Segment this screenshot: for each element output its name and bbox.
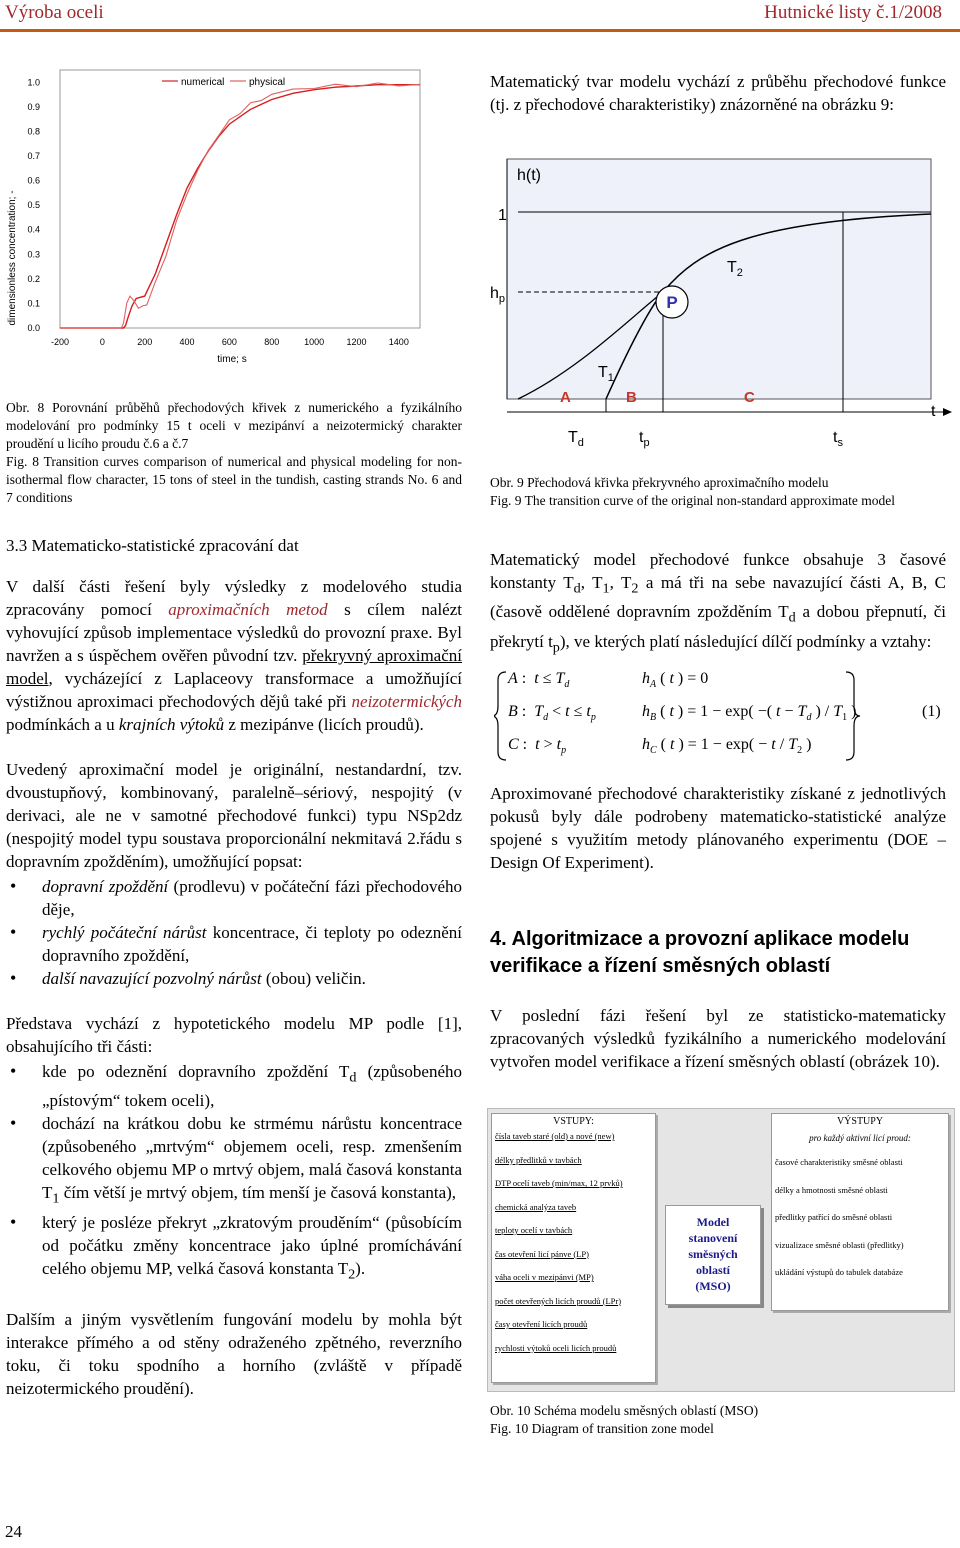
paragraph-model-description: Uvedený aproximační model je originální, nestandardní, tzv. dvoustupňový, kombinovaný, paralelně–sériový, nespojitý (v derivaci, ale ne v samotné přechodové funkci) typu NSp2dz (nespojitý model typu soustava proporcionální nekmitavá 2.řádu s dopravním zpožděním), umožňující popsat: — [6, 760, 462, 871]
label-T2-main: T — [727, 259, 737, 276]
equation-row-C-rhs: $h_C$ ( t ) = $1 - \exp( - t / T_2$ ) — [642, 736, 812, 757]
label-tp-sub: p — [643, 437, 650, 449]
model-line: směsných — [688, 1247, 738, 1261]
equation-row-B-rhs: $h_B$ ( t ) = 1 − exp( −( $t - T_d$ ) / $T_1$ ) — [642, 703, 857, 724]
inputs-list — [492, 1127, 655, 1362]
outputs-box — [771, 1113, 949, 1311]
equation-row-C: C : $t > t_p$ — [508, 736, 567, 757]
model-line: Model — [696, 1215, 730, 1229]
label-P: P — [666, 293, 678, 312]
label-t: t — [931, 403, 936, 420]
output-item: délky a hmotnosti směsné oblasti — [775, 1184, 888, 1195]
paragraph-interaction: Dalším a jiným vysvětlením fungování modelu by mohla být interakce přímého a od stěny odraženého zpětného, reverzního toku, či toku spodního a horního (zvláště v případě neizotermického proudění). — [6, 1310, 462, 1399]
y-tick-label: 0.4 — [27, 224, 40, 235]
list-item: • kde po odeznění dopravního zpoždění $T_d$ (způsobeného „pístovým“ tokem oceli), — [6, 1060, 462, 1112]
y-tick-label: 0.3 — [27, 249, 40, 260]
plot-frame — [60, 70, 420, 328]
page-header — [0, 0, 960, 30]
y-tick-label: 0.9 — [27, 101, 40, 112]
figure-9-caption — [490, 474, 946, 510]
output-item: časové charakteristiky směsné oblasti — [775, 1157, 903, 1167]
x-tick-label: 800 — [264, 337, 280, 347]
x-tick-label: 0 — [99, 337, 105, 347]
label-one: 1 — [498, 207, 507, 224]
y-tick-label: 0.1 — [27, 298, 40, 309]
section-title-4: 4. Algoritmizace a provozní aplikace modelu verifikace a řízení směsných oblastí — [490, 928, 910, 977]
figure-10-caption-en: Fig. 10 Diagram of transition zone model — [490, 1421, 714, 1436]
figure-8-caption-en: Fig. 8 Transition curves comparison of numerical and physical modeling for non-isothermal flow character, 15 tons of steel in the tundish, casting strands No. 6 and 7 conditions — [6, 454, 462, 505]
label-hp — [490, 285, 505, 305]
model-box — [665, 1205, 761, 1305]
label-ht: h(t) — [517, 167, 541, 184]
text-span: překryvný aproximační model — [6, 646, 463, 688]
time-axis-arrow — [943, 408, 952, 416]
text-span: s cílem nalézt vyhovující způsob implementace výsledků do provozní praxe. Byl navržen a s úspěchem ověřen původní tzv. — [6, 600, 462, 665]
label-tp — [639, 429, 650, 449]
x-tick-label: 1400 — [388, 337, 409, 347]
figure-10-caption-cz: Obr. 10 Schéma modelu směsných oblastí (MSO) — [490, 1403, 759, 1418]
paragraph-model-constants-text: Matematický model přechodové funkce obsahuje 3 časové konstanty $T_d$, $T_1$, $T_2$ a má tři na sebe navazující části A, B, C (časově oddělené dopravním zpožděním $T_d$ a dobou přepnutí, či překrytí $t_p$), ve kterých platí následující dílčí podmínky a vztahy: — [490, 550, 947, 656]
x-axis-label: time; s — [217, 354, 247, 365]
label-Td-main: T — [568, 429, 578, 446]
input-item: časy otevření licích proudů — [495, 1319, 588, 1329]
label-T1-sub: 1 — [607, 372, 614, 384]
figure-8-caption-cz: Obr. 8 Porovnání průběhů přechodových křivek z numerického a fyzikálního modelování pro podmínky 15 t oceli v mezipánví a neizotermický charakter proudění u licího proudu č.6 a č.7 — [6, 400, 462, 451]
model-line: oblastí — [695, 1263, 730, 1277]
paragraph-approx-methods — [6, 575, 462, 736]
figure-10-diagram — [487, 1108, 955, 1392]
inputs-box — [491, 1113, 656, 1383]
label-region-A: A — [560, 389, 571, 406]
text-span: dopravní zpoždění — [42, 877, 169, 896]
text-span: , vycházející z Laplaceovy transformace a umožňující výstižnou aproximaci přechodových dějů také při — [6, 669, 462, 711]
y-tick-label: 0.7 — [27, 151, 40, 161]
legend-label-numerical: numerical — [181, 77, 225, 88]
paragraph-doe: Aproximované přechodové charakteristiky získané z jednotlivých pokusů byly dále podrobeny matematicko-statistické analýze spojené s využitím metody plánovaného experimentu (DOE – Design Of Experiment). — [490, 784, 946, 872]
figure-10-caption — [490, 1402, 946, 1438]
x-tick-label: 600 — [221, 337, 237, 347]
text-span: V další části řešení byly výsledky z modelového studia zpracovány pomocí — [6, 577, 462, 619]
x-tick-label: 1000 — [304, 337, 325, 347]
plot-background — [507, 159, 931, 399]
x-tick-label: 400 — [179, 337, 195, 347]
page-number: 24 — [5, 1522, 22, 1541]
output-item: předlitky patřící do směsné oblasti — [775, 1212, 893, 1222]
text-span: další navazující pozvolný nárůst — [42, 969, 262, 988]
paragraph-hypothesis: Představa vychází z hypotetického modelu MP podle [1], obsahujícího tři části: — [6, 1014, 462, 1056]
y-tick-label: 0.5 — [27, 200, 40, 211]
text-span: (obou) veličin. — [261, 969, 366, 988]
figure-9-diagram — [488, 150, 960, 460]
text-span: neizotermických — [351, 692, 462, 711]
bullet-list-1 — [6, 875, 462, 990]
input-item: čas otevření licí pánve (LP) — [495, 1248, 589, 1259]
input-item: počet otevřených licích proudů (LPr) — [495, 1295, 622, 1306]
paragraph-model-constants — [490, 548, 946, 659]
figure-8-chart — [0, 48, 470, 370]
list-item — [6, 967, 462, 990]
text-span: (prodlevu) v počáteční fázi přechodového děje, — [42, 877, 462, 919]
header-rule — [0, 29, 960, 32]
right-intro: Matematický tvar modelu vychází z průběhu přechodové funkce (tj. z přechodové charakteristiky) znázorněné na obrázku 9: — [490, 72, 946, 114]
label-T2-sub: 2 — [736, 267, 743, 279]
model-line: stanovení — [688, 1231, 738, 1245]
text-span: podmínkách a u — [6, 715, 119, 734]
label-T1-main: T — [598, 364, 608, 381]
paragraph-final: V poslední fázi řešení byl ze statisticko-matematicky zpracovaných výsledků fyzikálního a numerického modelování vytvořen model verifikace a řízení směsných oblastí (obrázek 10). — [490, 1006, 946, 1071]
equation-number: (1) — [922, 703, 941, 720]
header-right: Hutnické listy č.1/2008 — [764, 2, 942, 23]
model-line: (MSO) — [695, 1279, 731, 1293]
figure-9-caption-en: Fig. 9 The transition curve of the original non-standard approximate model — [490, 493, 896, 508]
label-ts — [833, 429, 843, 449]
input-item: délky předlitků v tavbách — [495, 1154, 582, 1165]
outputs-title: VÝSTUPY — [836, 1116, 884, 1127]
label-hp-main: h — [490, 285, 499, 302]
y-tick-label: 1.0 — [27, 77, 40, 88]
label-tp-main: t — [639, 429, 644, 446]
label-region-C: C — [744, 389, 755, 406]
equation-row-B: B : $T_d < t \le t_p$ — [508, 703, 596, 724]
figure-8-caption — [6, 399, 462, 507]
equation-row-A-rhs: $h_A$ ( t ) = 0 — [642, 670, 709, 691]
y-tick-label: 0.2 — [27, 273, 40, 284]
inputs-title: VSTUPY: — [553, 1116, 594, 1127]
text-span: krajních výtoků — [118, 715, 225, 734]
output-item: ukládání výstupů do tabulek databáze — [775, 1267, 903, 1277]
text-span: rychlý počáteční nárůst — [42, 923, 207, 942]
legend-label-physical: physical — [249, 77, 286, 88]
equation-1 — [494, 666, 954, 766]
left-column — [6, 534, 462, 1400]
label-Td-sub: d — [577, 437, 584, 449]
text-span: z mezipánve (licích proudů). — [224, 715, 424, 734]
header-left: Výroba oceli — [5, 2, 104, 23]
input-item: DTP ocelí taveb (min/max, 12 prvků) — [495, 1178, 623, 1188]
text-span: aproximačních metod — [168, 600, 328, 619]
y-axis-label: dimensionless concentration; - — [7, 190, 18, 326]
y-tick-label: 0.6 — [27, 175, 40, 186]
input-item: rychlosti výtoků oceli licích proudů — [495, 1342, 617, 1353]
y-tick-label: 0.8 — [27, 126, 40, 137]
x-tick-label: 1200 — [346, 337, 367, 347]
label-ts-main: t — [833, 429, 838, 446]
list-item: • dochází na krátkou dobu ke strmému nárůstu koncentrace (způsobeného „mrtvým“ objemem oceli, resp. zmenšením celkového objemu MP o mrtvý objem, malá časová konstanta $T_1$ čím větší je mrtvý objem, tím menší je časová konstanta), — [6, 1112, 462, 1210]
input-item: teploty ocelí v tavbách — [495, 1225, 573, 1235]
input-item: chemická analýza taveb — [495, 1201, 577, 1212]
list-item — [6, 875, 462, 921]
list-item — [6, 921, 462, 967]
label-Td — [568, 429, 584, 449]
legend — [162, 77, 285, 88]
x-tick-label: 200 — [137, 337, 153, 347]
y-tick-label: 0.0 — [27, 323, 40, 333]
label-hp-sub: p — [498, 293, 506, 305]
label-region-B: B — [626, 389, 637, 406]
list-item: • který je posléze překryt „zkratovým prouděním“ (působícím od počátku změny koncentrace jako úplné promíchávání celého objemu MP, velká časová konstanta $T_2$). — [6, 1211, 462, 1286]
x-tick-label: -200 — [50, 337, 70, 347]
text-span: koncentrace, či teploty po odeznění dopravního zpoždění, — [42, 923, 462, 965]
outputs-list — [772, 1143, 948, 1281]
section-title-3-3: 3.3 Matematicko-statistické zpracování dat — [6, 536, 299, 555]
label-ts-sub: s — [837, 437, 843, 449]
input-item: čísla taveb staré (old) a nové (new) — [495, 1131, 615, 1141]
bullet-list-2 — [6, 1060, 462, 1286]
outputs-subtitle: pro každý aktivní licí proud: — [809, 1133, 911, 1143]
equation-row-A: A : $t \le T_d$ — [508, 670, 570, 691]
output-item: vizualizace směsné oblasti (předlitky) — [775, 1239, 904, 1250]
input-item: váha oceli v mezipánvi (MP) — [495, 1272, 594, 1282]
figure-9-caption-cz: Obr. 9 Přechodová křivka překryvného aproximačního modelu — [490, 475, 829, 490]
